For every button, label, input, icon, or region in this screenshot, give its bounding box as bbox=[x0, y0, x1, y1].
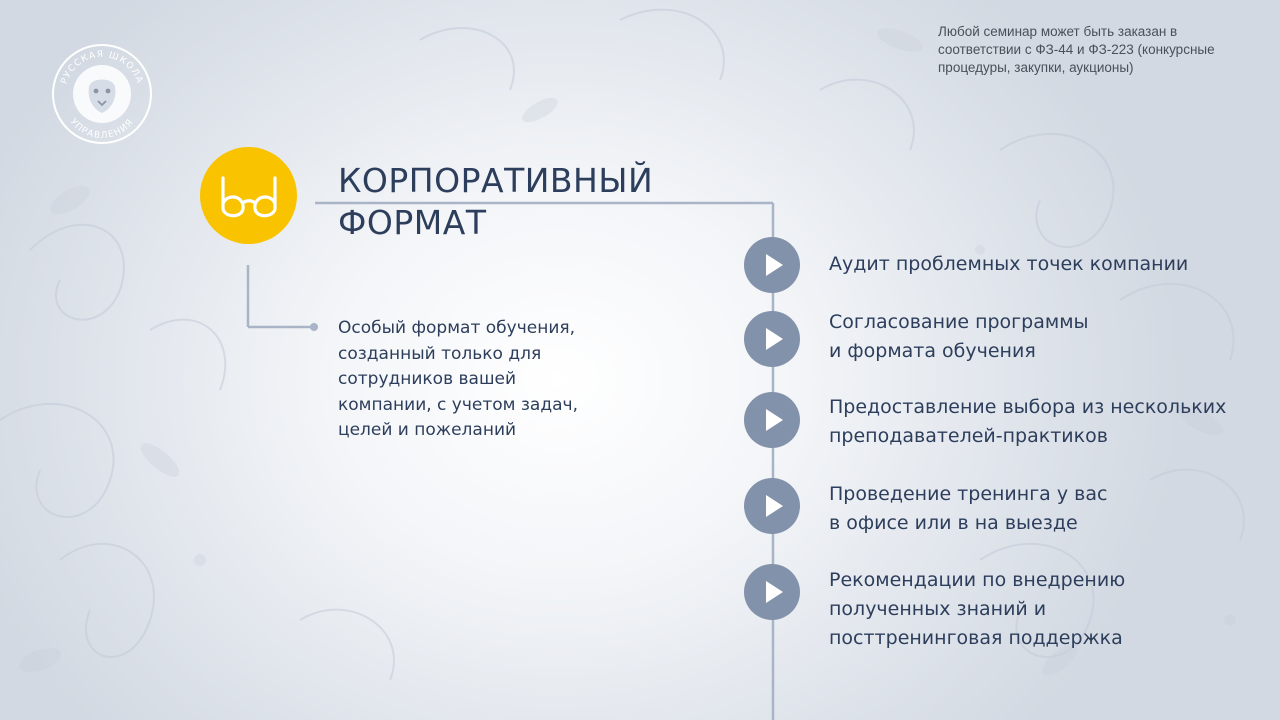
step-1-text bbox=[829, 250, 1188, 279]
step-5-line-3: посттренинговая поддержка bbox=[829, 627, 1123, 649]
glasses-badge bbox=[200, 147, 297, 244]
logo-text-top: РУССКАЯ ШКОЛА bbox=[59, 49, 145, 86]
step-2-line-2: и формата обучения bbox=[829, 340, 1036, 362]
step-5-play-button bbox=[744, 564, 800, 620]
step-3-text bbox=[829, 393, 1226, 451]
description-line: созданный только для bbox=[338, 343, 542, 364]
play-icon bbox=[744, 478, 800, 534]
step-2-play-button bbox=[744, 311, 800, 367]
school-logo bbox=[51, 43, 153, 145]
description-line: целей и пожеланий bbox=[338, 420, 517, 440]
title-line-1: КОРПОРАТИВНЫЙ bbox=[338, 161, 654, 200]
description-line: Особый формат обучения, bbox=[338, 318, 576, 338]
step-1-play-button bbox=[744, 237, 800, 293]
logo-text-bottom: УПРАВЛЕНИЯ bbox=[67, 117, 137, 142]
step-1-line-1: Аудит проблемных точек компании bbox=[829, 253, 1189, 275]
step-3-line-1: Предоставление выбора из нескольких bbox=[829, 396, 1227, 418]
step-2-line-1: Согласование программы bbox=[829, 311, 1089, 333]
description-line: компании, с учетом задач, bbox=[338, 394, 578, 415]
page-title bbox=[338, 160, 653, 244]
play-icon bbox=[744, 392, 800, 448]
step-3-play-button bbox=[744, 392, 800, 448]
step-2-text bbox=[829, 308, 1089, 366]
step-3-line-2: преподавателей-практиков bbox=[829, 425, 1108, 447]
step-4-text bbox=[829, 480, 1107, 538]
step-5-line-1: Рекомендации по внедрению bbox=[829, 569, 1126, 591]
format-description bbox=[338, 316, 608, 444]
title-line-2: ФОРМАТ bbox=[338, 203, 487, 242]
step-4-line-2: в офисе или в на выезде bbox=[829, 512, 1078, 534]
glasses-icon bbox=[200, 147, 297, 244]
step-5-text bbox=[829, 566, 1125, 653]
step-5-line-2: полученных знаний и bbox=[829, 598, 1047, 620]
lion-icon bbox=[51, 43, 153, 145]
play-icon bbox=[744, 237, 800, 293]
procurement-note: Любой семинар может быть заказан в соответствии с ФЗ-44 и ФЗ-223 (конкурсные процедуры, закупки, аукционы) bbox=[938, 24, 1215, 75]
play-icon bbox=[744, 564, 800, 620]
step-4-play-button bbox=[744, 478, 800, 534]
play-icon bbox=[744, 311, 800, 367]
step-4-line-1: Проведение тренинга у вас bbox=[829, 483, 1108, 505]
description-line: сотрудников вашей bbox=[338, 369, 517, 389]
